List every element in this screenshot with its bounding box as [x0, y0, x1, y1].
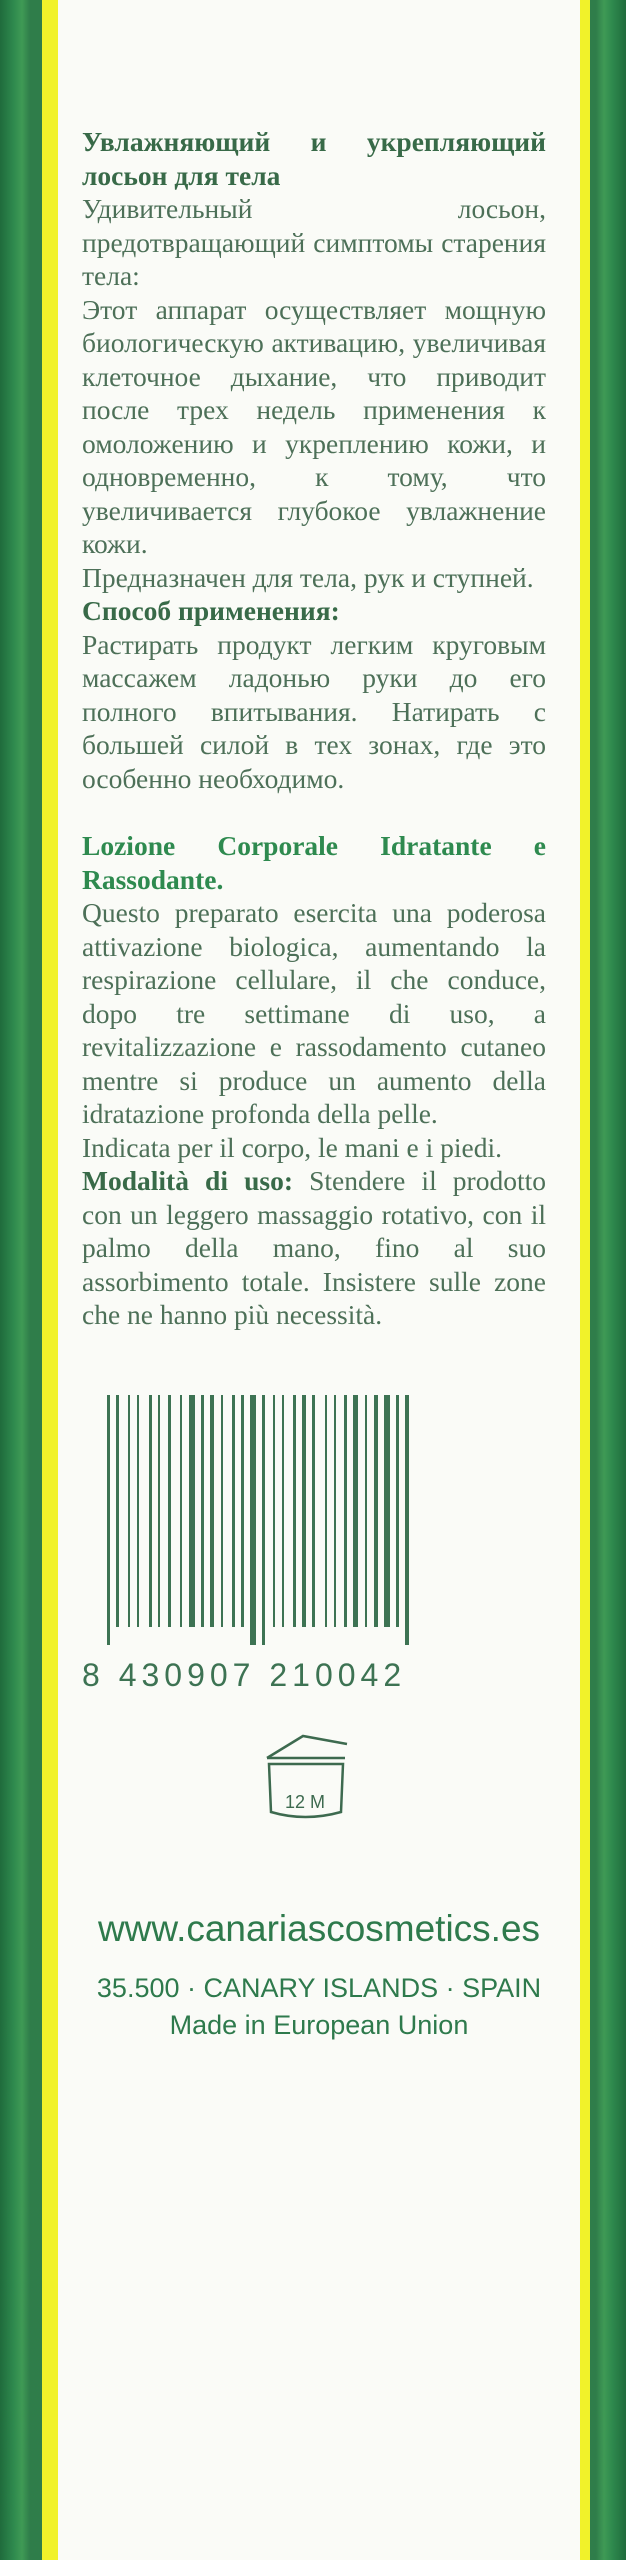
russian-method-text: Растирать продукт легким круговым массажем ладонью руки до его полного впитывания. Натирать с большей силой в тех зонах, где это особенно необходимо.: [82, 628, 546, 794]
italian-body: Questo preparato esercita una poderosa attivazione biologica, aumentando la respirazione cellulare, il che conduce, dopo tre settimane di uso, a revitalizzazione e rassodamento cutaneo mentre si produce un aumento della idratazione profonda della pelle.: [82, 897, 546, 1129]
label-text: [82, 125, 546, 1332]
website: www.canariascosmetics.es: [97, 1908, 541, 1949]
russian-method-title: Способ применения:: [82, 595, 340, 626]
italian-method-text: Stendere il prodotto con un leggero massaggio rotativo, con il palmo della mano, fino al suo assorbimento totale. Insistere sulle zone che ne hanno più necessità.: [82, 1165, 547, 1330]
italian-usage: Indicata per il corpo, le mani e i piedi.: [82, 1131, 502, 1163]
barcode: [82, 1395, 542, 1693]
russian-body: Этот аппарат осуществляет мощную биологическую активацию, увеличивая клеточное дыхание, что приводит после трех недель применения к омоложению и укреплению кожи, и одновременно, к тому, что увеличивается глубокое увлажнение кожи.: [82, 293, 546, 559]
pao-label: 12 M: [284, 1792, 326, 1812]
barcode-number: 8 430907 210042: [82, 1657, 407, 1693]
italian-method: [82, 1164, 546, 1332]
barcode-bars: [82, 1395, 542, 1650]
russian-intro: Удивительный лосьон, предотвращающий симптомы старения тела:: [82, 193, 546, 291]
italian-title: Lozione Corporale Idratante e Rassodante.: [82, 830, 546, 895]
address: 35.500 · CANARY ISLANDS · SPAIN: [96, 1973, 542, 2003]
italian-method-title: Modalità di uso:: [82, 1165, 293, 1196]
period-after-opening: [255, 1730, 365, 1830]
russian-title: Увлажняющий и укрепляющий лосьон для тела: [82, 126, 546, 191]
russian-usage: Предназначен для тела, рук и ступней.: [82, 561, 534, 593]
made-in: Made in European Union: [169, 2010, 469, 2040]
